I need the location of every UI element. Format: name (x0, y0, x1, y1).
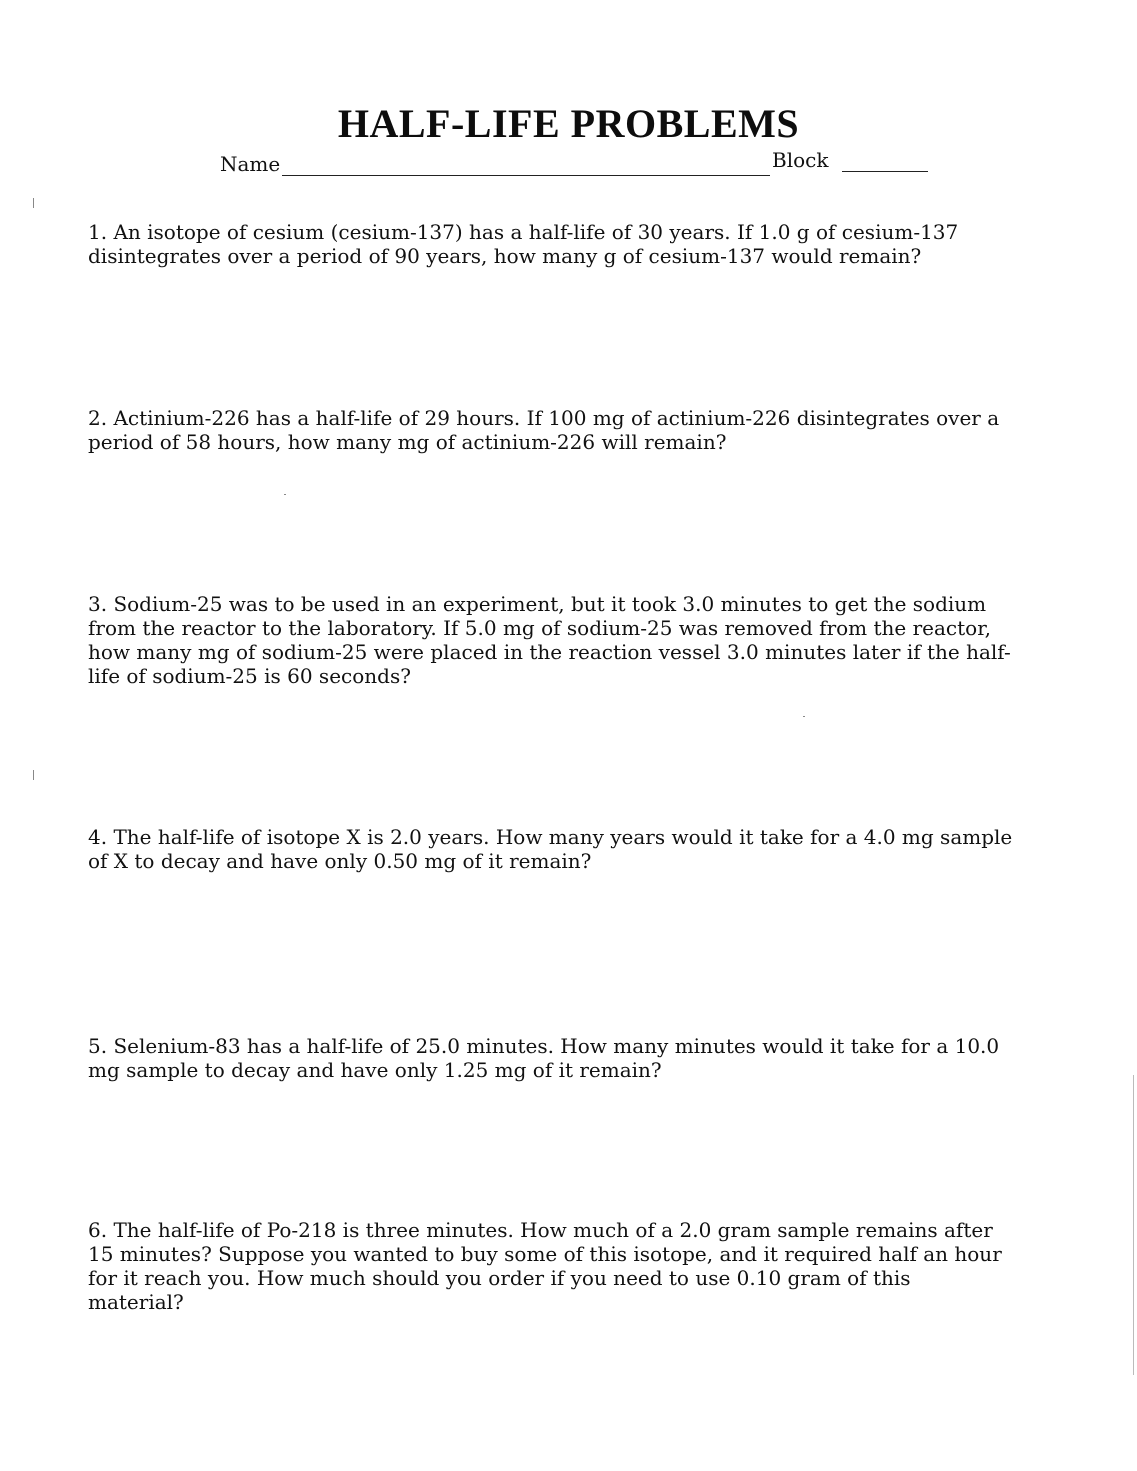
scan-edge-line (1133, 1075, 1134, 1375)
scan-speck (33, 770, 34, 780)
block-label: Block (772, 148, 829, 172)
problem-6: 6. The half-life of Po-218 is three minutes. How much of a 2.0 gram sample remains after 15 minutes? Suppose you wanted to buy some of this isotope, and it required half an hour for it reach you. How much should you order if you need to use 0.10 gram of this material? (88, 1218, 1002, 1314)
page-title: HALF-LIFE PROBLEMS (337, 101, 800, 146)
problem-3: 3. Sodium-25 was to be used in an experiment, but it took 3.0 minutes to get the sodium from the reactor to the laboratory. If 5.0 mg of sodium-25 was removed from the reactor, how many mg of sodium-25 were placed in the reaction vessel 3.0 minutes later if the half- life of sodium-25 is 60 seconds? (88, 592, 1011, 688)
scan-speck (803, 716, 805, 717)
problem-4: 4. The half-life of isotope X is 2.0 years. How many years would it take for a 4.0 mg sample of X to decay and have only 0.50 mg of it remain? (88, 825, 1013, 873)
scan-speck (284, 494, 286, 495)
block-blank-line[interactable] (842, 171, 928, 172)
scan-speck (33, 198, 34, 208)
problem-5: 5. Selenium-83 has a half-life of 25.0 minutes. How many minutes would it take for a 10.0 mg sample to decay and have only 1.25 mg of it remain? (88, 1034, 1000, 1082)
student-info-row (220, 150, 940, 182)
name-blank-line[interactable] (282, 175, 770, 176)
name-label: Name (220, 152, 281, 176)
problem-1: 1. An isotope of cesium (cesium-137) has a half-life of 30 years. If 1.0 g of cesium-137 disintegrates over a period of 90 years, how many g of cesium-137 would remain? (88, 220, 959, 268)
problem-2: 2. Actinium-226 has a half-life of 29 hours. If 100 mg of actinium-226 disintegrates over a period of 58 hours, how many mg of actinium-226 will remain? (88, 406, 1000, 454)
